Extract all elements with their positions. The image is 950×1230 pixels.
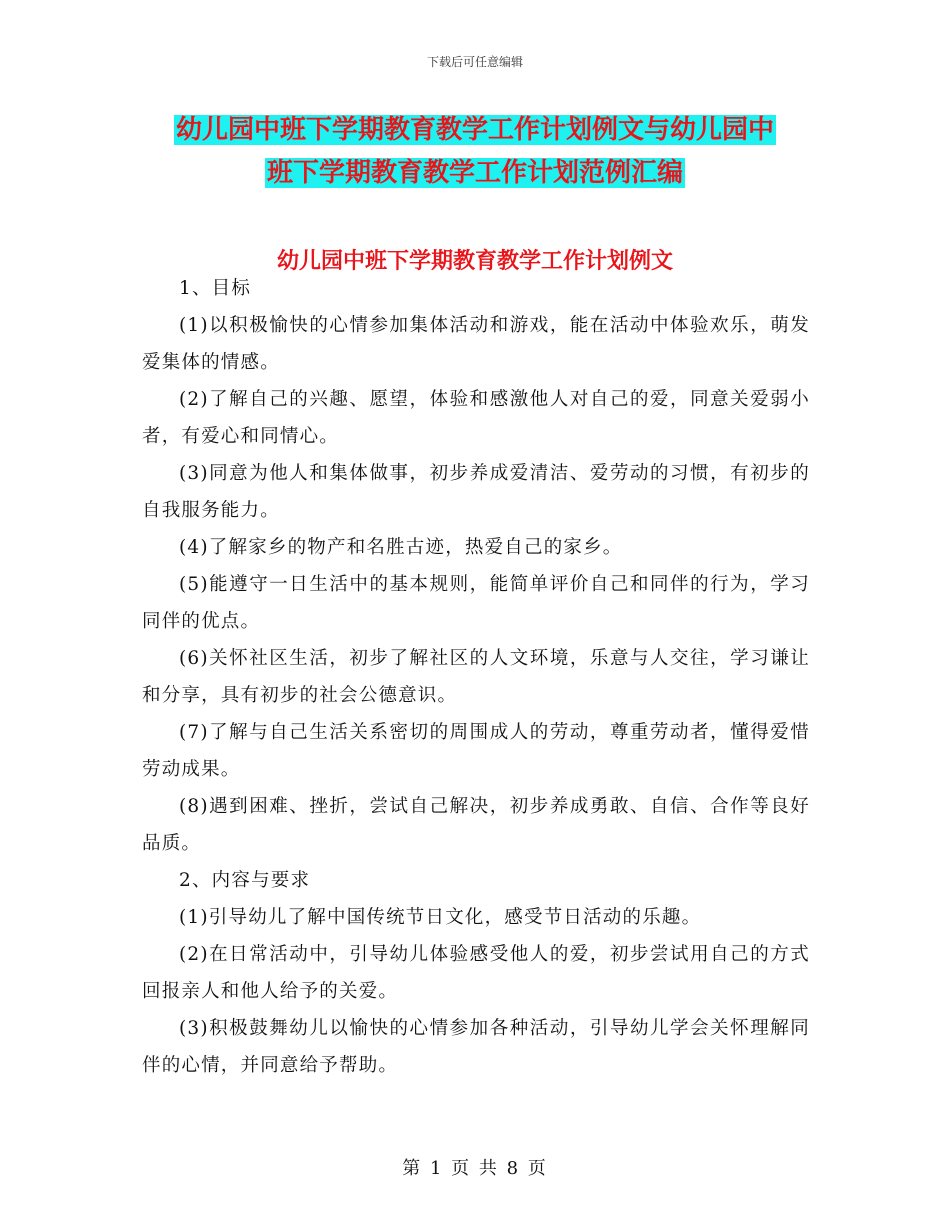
header-note: 下载后可任意编辑 — [426, 55, 523, 69]
paragraph-goal-6: (6)关怀社区生活，初步了解社区的人文环境，乐意与人交往，学习谦让和分享，具有初步的社会公德意识。 — [142, 648, 810, 706]
heading-goals: 1、目标 — [179, 278, 252, 299]
heading-content-requirements: 2、内容与要求 — [179, 870, 311, 891]
paragraph-content-1: (1)引导幼儿了解中国传统节日文化，感受节日活动的乐趣。 — [179, 907, 702, 928]
section-title: 幼儿园中班下学期教育教学工作计划例文 — [276, 249, 673, 274]
paragraph-goal-1: (1)以积极愉快的心情参加集体活动和游戏，能在活动中体验欢乐，萌发爱集体的情感。 — [142, 315, 810, 373]
document-title-line-2 — [0, 155, 950, 191]
paragraph-goal-2: (2)了解自己的兴趣、愿望，体验和感激他人对自己的爱，同意关爱弱小者，有爱心和同情心。 — [142, 389, 810, 447]
paragraph-content-3: (3)积极鼓舞幼儿以愉快的心情参加各种活动，引导幼儿学会关怀理解同伴的心情，并同意给予帮助。 — [142, 1018, 810, 1076]
paragraph-content-2: (2)在日常活动中，引导幼儿体验感受他人的爱，初步尝试用自己的方式回报亲人和他人给予的关爱。 — [142, 944, 810, 1002]
document-title-line-2-text: 班下学期教育教学工作计划范例汇编 — [266, 158, 683, 188]
paragraph-goal-4: (4)了解家乡的物产和名胜古迹，热爱自己的家乡。 — [179, 537, 623, 558]
document-body — [142, 270, 810, 1084]
document-title-line-1 — [0, 112, 950, 148]
paragraph-goal-7: (7)了解与自己生活关系密切的周围成人的劳动，尊重劳动者，懂得爱惜劳动成果。 — [142, 722, 810, 780]
paragraph-goal-5: (5)能遵守一日生活中的基本规则，能简单评价自己和同伴的行为，学习同伴的优点。 — [142, 574, 810, 632]
paragraph-goal-8: (8)遇到困难、挫折，尝试自己解决，初步养成勇敢、自信、合作等良好品质。 — [142, 796, 810, 854]
document-title-line-1-text: 幼儿园中班下学期教育教学工作计划例文与幼儿园中 — [175, 115, 774, 145]
page-number-footer: 第 1 页 共 8 页 — [402, 1158, 548, 1179]
paragraph-goal-3: (3)同意为他人和集体做事，初步养成爱清洁、爱劳动的习惯，有初步的自我服务能力。 — [142, 463, 810, 521]
